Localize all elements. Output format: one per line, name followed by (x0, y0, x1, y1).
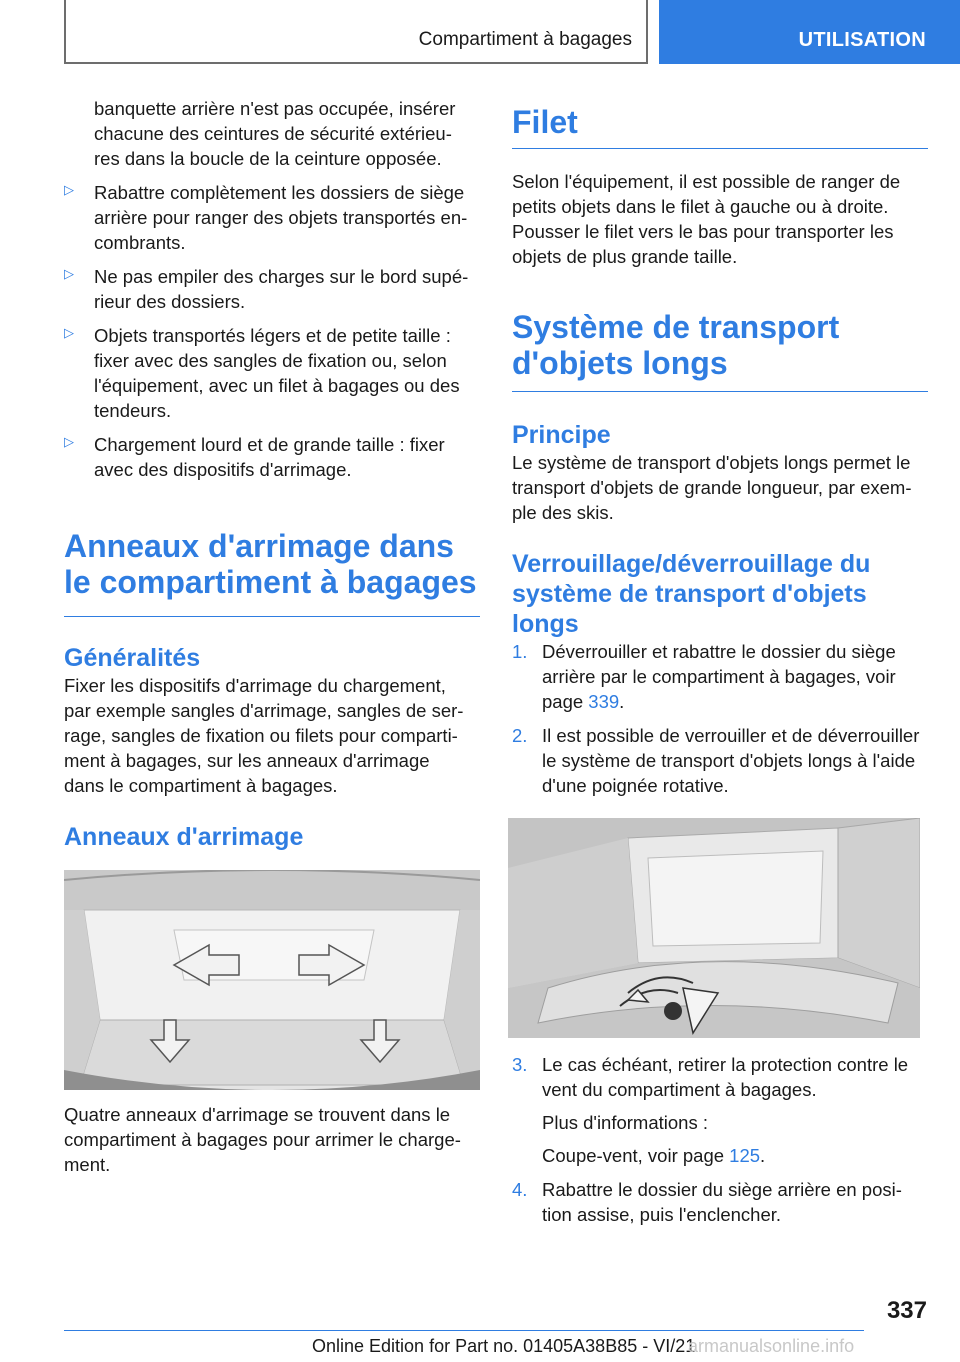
general-line: dans le compartiment à bagages. (64, 775, 338, 796)
general-line: par exemple sangles d'arrimage, sangles de ser- (64, 700, 464, 721)
general-line: Fixer les dispositifs d'arrimage du chargement, (64, 675, 446, 696)
page-link-339[interactable]: 339 (588, 691, 620, 712)
header-chapter-tab[interactable] (659, 0, 960, 64)
list-item: 2. Il est possible de verrouiller et de déverrouiller le système de transport d'objets longs à l'aide d'une poignée rotative. (512, 725, 920, 796)
net-line: objets de plus grande taille. (512, 246, 738, 267)
intro-line: res dans la boucle de la ceinture opposée. (94, 148, 442, 169)
principle-line: transport d'objets de grande longueur, par exem- (512, 477, 912, 498)
header-section-title: Compartiment à bagages (418, 29, 632, 50)
list-item: ▷ Objets transportés légers et de petite taille : fixer avec des sangles de fixation ou, selon l'équipement, avec un filet à bagages ou des tendeurs. (64, 325, 460, 421)
list-item: ▷ Ne pas empiler des charges sur le bord supé- rieur des dossiers. (64, 266, 469, 312)
subheading-general: Généralités (64, 644, 201, 672)
subheading-locking: Verrouillage/déverrouillage du système de transport d'objets longs (512, 550, 871, 638)
trunk-tie-down-photo (64, 870, 480, 1090)
subheading-principle: Principe (512, 421, 611, 449)
net-line: petits objets dans le filet à gauche ou à droite. (512, 196, 889, 217)
caption-line: Quatre anneaux d'arrimage se trouvent dans le (64, 1104, 451, 1125)
footer-edition: Online Edition for Part no. 01405A38B85 - VI/21 (312, 1336, 696, 1356)
net-line: Selon l'équipement, il est possible de ranger de (512, 171, 901, 192)
general-line: ment à bagages, sur les anneaux d'arrimage (64, 750, 430, 771)
step-number: 2. (512, 725, 528, 746)
intro-line: chacune des ceintures de sécurité extérieu- (94, 123, 452, 144)
triangle-bullet-icon: ▷ (64, 266, 74, 281)
header-section-box (64, 0, 648, 64)
principle-line: ple des skis. (512, 502, 614, 523)
page-number: 337 (886, 1297, 927, 1324)
net-line: Pousser le filet vers le bas pour transporter les (512, 221, 894, 242)
general-line: rage, sangles de fixation ou filets pour comparti- (64, 725, 458, 746)
step-number: 4. (512, 1179, 528, 1200)
list-item: 1. Déverrouiller et rabattre le dossier du siège arrière par le compartiment à bagages, voir page 339. (512, 641, 896, 712)
section-heading-tie-down-rings: Anneaux d'arrimage dans le compartiment à bagages (64, 528, 480, 617)
triangle-bullet-icon: ▷ (64, 325, 74, 340)
list-item: ▷ Rabattre complètement les dossiers de siège arrière pour ranger des objets transportés en- combrants. (64, 182, 468, 253)
list-item: 4. Rabattre le dossier du siège arrière en posi- tion assise, puis l'enclencher. (512, 1179, 902, 1225)
list-item: ▷ Chargement lourd et de grande taille : fixer avec des dispositifs d'arrimage. (64, 434, 445, 480)
caption-line: compartiment à bagages pour arrimer le charge- (64, 1129, 461, 1150)
footer-divider (64, 1330, 864, 1331)
subheading-rings: Anneaux d'arrimage (64, 823, 304, 851)
list-item: 3. Le cas échéant, retirer la protection contre le vent du compartiment à bagages. Plus d'informations : Coupe-vent, voir page 125. (512, 1054, 909, 1166)
triangle-bullet-icon: ▷ (64, 434, 74, 449)
triangle-bullet-icon: ▷ (64, 182, 74, 197)
intro-line: banquette arrière n'est pas occupée, insérer (94, 98, 456, 119)
left-column (64, 96, 480, 1177)
step-number: 1. (512, 641, 528, 662)
section-heading-net: Filet (512, 104, 928, 149)
right-column (512, 104, 928, 1227)
section-heading-long-object-system: Système de transport d'objets longs (512, 309, 928, 392)
step-number: 3. (512, 1054, 528, 1075)
principle-line: Le système de transport d'objets longs permet le (512, 452, 911, 473)
caption-line: ment. (64, 1154, 111, 1175)
header-chapter-title: UTILISATION (798, 29, 926, 51)
page-link-125[interactable]: 125 (729, 1145, 761, 1166)
rotary-handle-photo (508, 818, 920, 1038)
watermark: armanualsonline.info (688, 1336, 855, 1356)
